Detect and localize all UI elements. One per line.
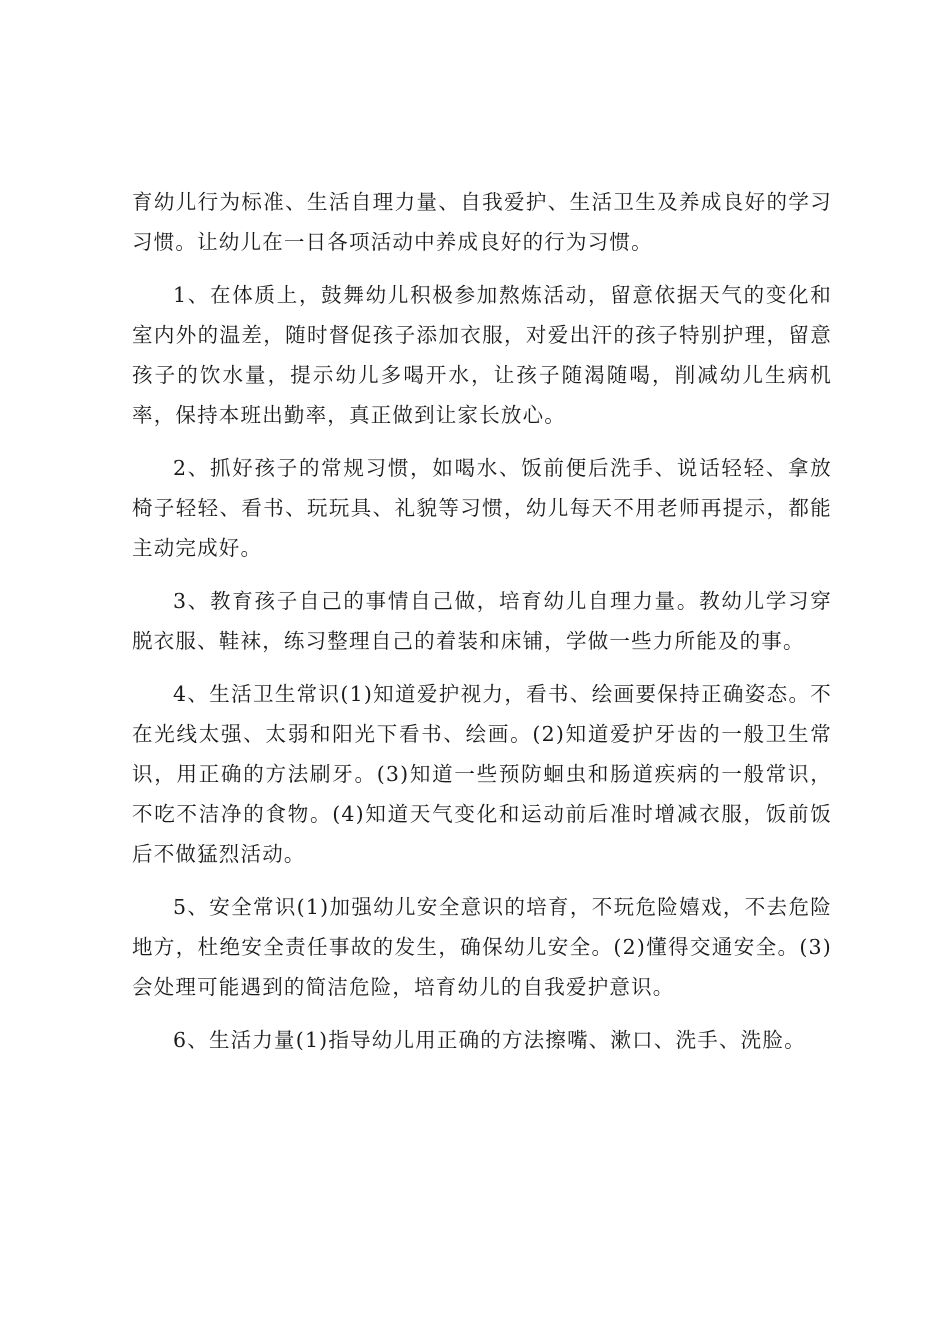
- paragraph-continuation: 育幼儿行为标准、生活自理力量、自我爱护、生活卫生及养成良好的学习习惯。让幼儿在一日各项活动中养成良好的行为习惯。: [132, 190, 832, 254]
- paragraph-item-4: 4、生活卫生常识(1)知道爱护视力，看书、绘画要保持正确姿态。不在光线太强、太弱和阳光下看书、绘画。(2)知道爱护牙齿的一般卫生常识，用正确的方法刷牙。(3)知道一些预防蛔虫和肠道疾病的一般常识，不吃不洁净的食物。(4)知道天气变化和运动前后准时增减衣服，饭前饭后不做猛烈活动。: [132, 682, 832, 866]
- paragraph-item-2: 2、抓好孩子的常规习惯，如喝水、饭前便后洗手、说话轻轻、拿放椅子轻轻、看书、玩玩具、礼貌等习惯，幼儿每天不用老师再提示，都能主动完成好。: [132, 456, 832, 560]
- paragraph-item-5: 5、安全常识(1)加强幼儿安全意识的培育，不玩危险嬉戏，不去危险地方，杜绝安全责任事故的发生，确保幼儿安全。(2)懂得交通安全。(3)会处理可能遇到的简洁危险，培育幼儿的自我爱护意识。: [132, 895, 832, 999]
- document-body: [132, 182, 832, 1073]
- paragraph-item-1: 1、在体质上，鼓舞幼儿积极参加熬炼活动，留意依据天气的变化和室内外的温差，随时督促孩子添加衣服，对爱出汗的孩子特别护理，留意孩子的饮水量，提示幼儿多喝开水，让孩子随渴随喝，削减幼儿生病机率，保持本班出勤率，真正做到让家长放心。: [132, 283, 832, 427]
- paragraph-item-6: 6、生活力量(1)指导幼儿用正确的方法擦嘴、漱口、洗手、洗脸。: [173, 1028, 806, 1052]
- paragraph-item-3: 3、教育孩子自己的事情自己做，培育幼儿自理力量。教幼儿学习穿脱衣服、鞋袜，练习整理自己的着装和床铺，学做一些力所能及的事。: [132, 589, 832, 653]
